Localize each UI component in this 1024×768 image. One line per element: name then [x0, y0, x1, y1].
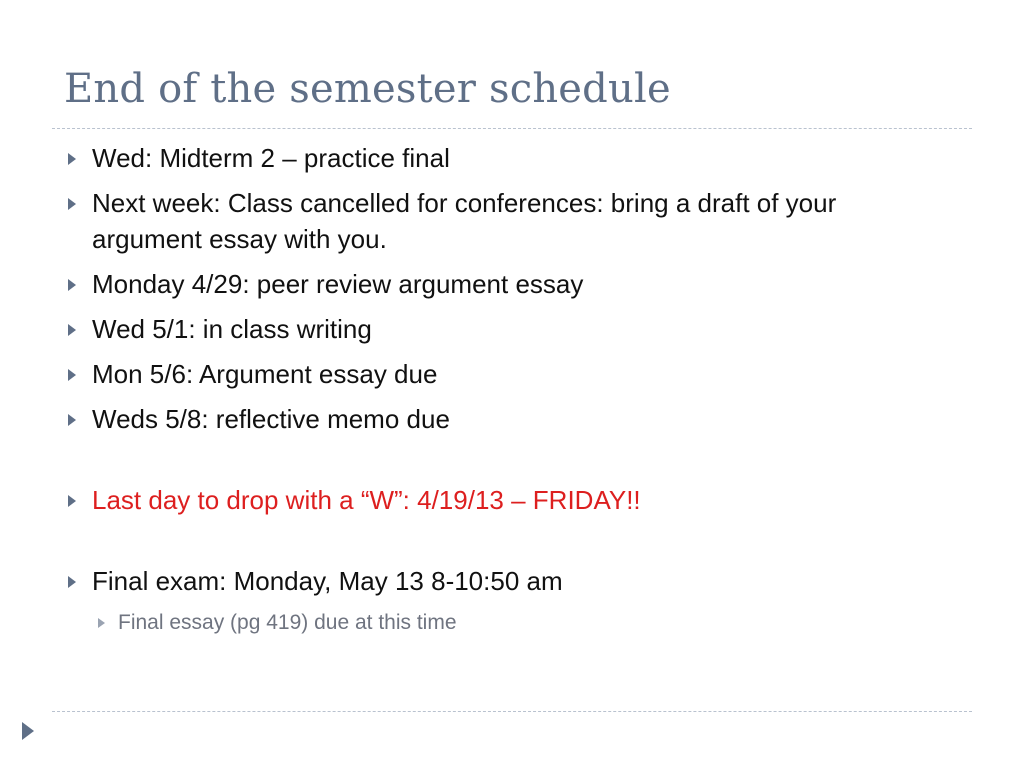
triangle-right-icon [68, 414, 76, 426]
triangle-right-icon [68, 369, 76, 381]
triangle-right-icon [98, 618, 105, 628]
list-item-text: Wed: Midterm 2 – practice final [92, 143, 450, 173]
footer-divider [52, 711, 972, 712]
list-item-text: Mon 5/6: Argument essay due [92, 359, 438, 389]
list-item [66, 311, 946, 347]
sub-list-item [96, 608, 946, 638]
list-spacer [66, 527, 946, 563]
list-item [66, 185, 946, 257]
triangle-right-icon [68, 153, 76, 165]
list-item [66, 266, 946, 302]
triangle-right-icon [68, 198, 76, 210]
list-item-text: Final exam: Monday, May 13 8-10:50 am [92, 566, 563, 596]
list-item-text: Wed 5/1: in class writing [92, 314, 372, 344]
list-spacer [66, 446, 946, 482]
list-item-text: Monday 4/29: peer review argument essay [92, 269, 584, 299]
list-item-text: Last day to drop with a “W”: 4/19/13 – FRIDAY!! [92, 485, 641, 515]
list-item-text: Weds 5/8: reflective memo due [92, 404, 450, 434]
list-item-text: Final essay (pg 419) due at this time [118, 611, 457, 634]
triangle-right-icon [68, 324, 76, 336]
triangle-right-icon [68, 279, 76, 291]
play-icon[interactable] [22, 722, 34, 740]
triangle-right-icon [68, 495, 76, 507]
list-item-text: Next week: Class cancelled for conferences: bring a draft of your argument essay with you. [92, 188, 837, 254]
final-exam-item [66, 563, 946, 599]
bullet-list [66, 140, 946, 647]
triangle-right-icon [68, 576, 76, 588]
list-item [66, 401, 946, 437]
drop-deadline-item [66, 482, 946, 518]
slide-title: End of the semester schedule [64, 66, 671, 112]
title-divider [52, 128, 972, 129]
list-item [66, 356, 946, 392]
list-item [66, 140, 946, 176]
